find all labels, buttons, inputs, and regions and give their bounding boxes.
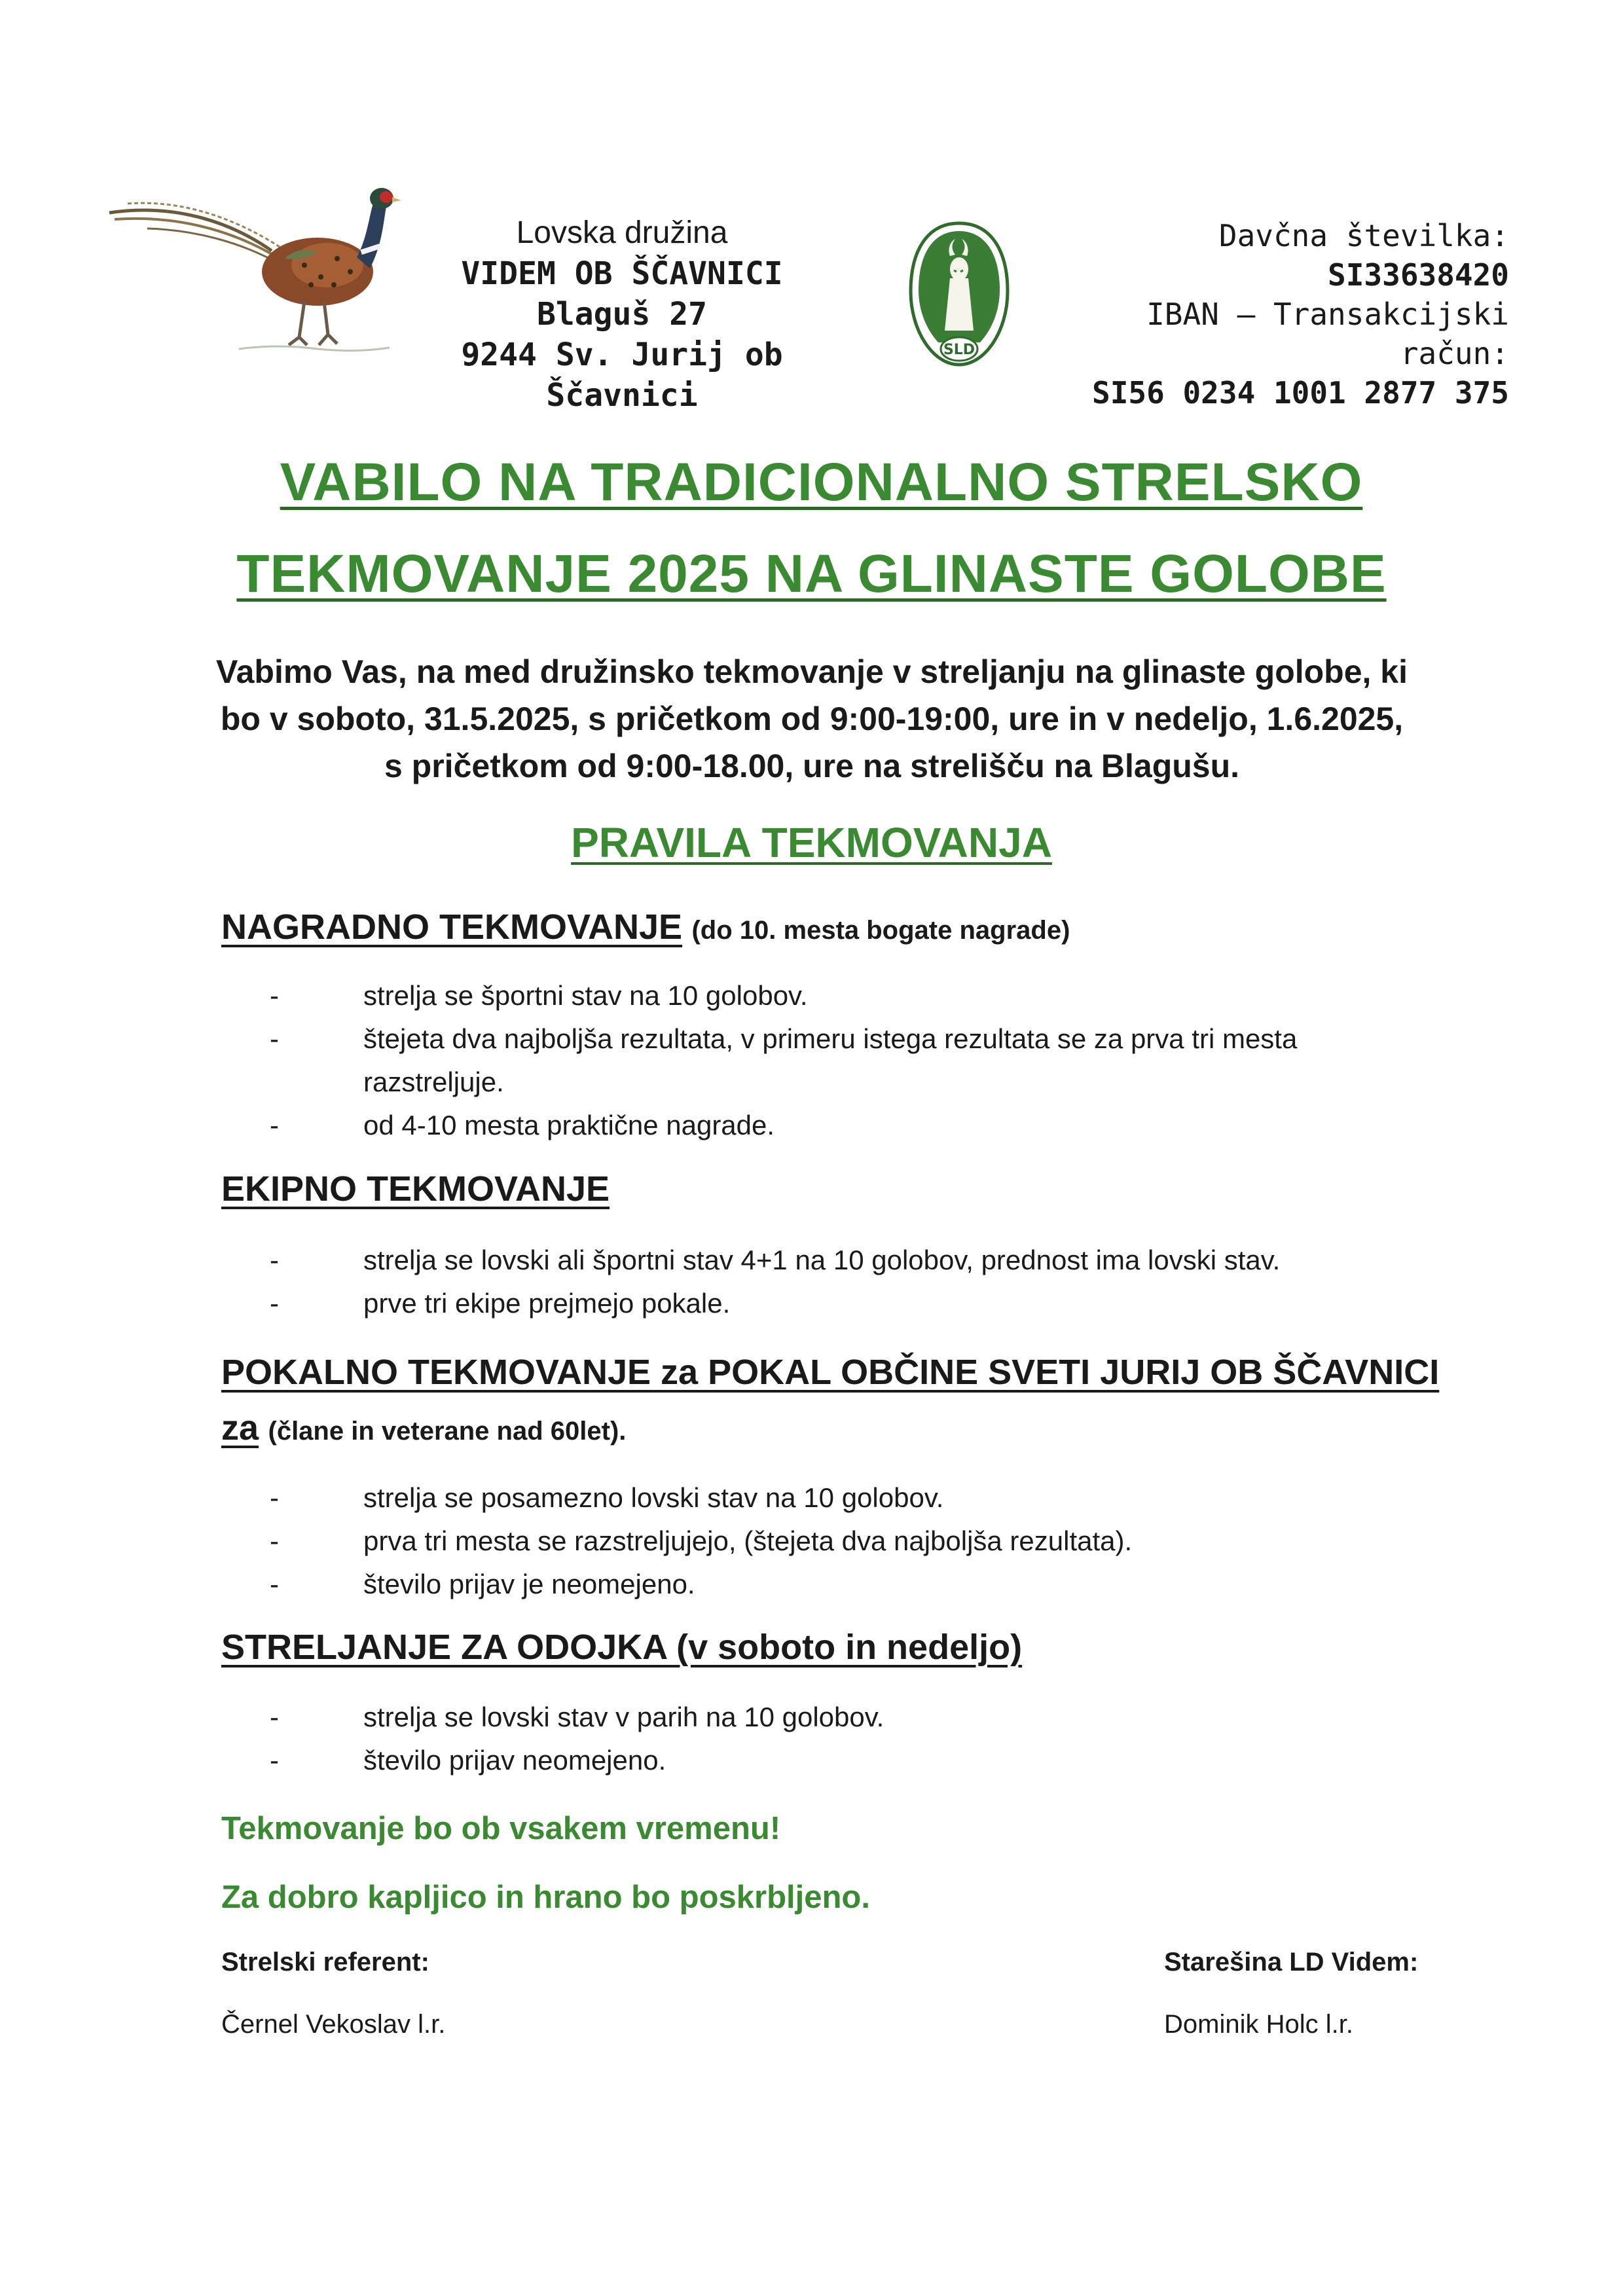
pheasant-illustration [108,173,403,363]
section-title: POKALNO TEKMOVANJE za POKAL OBČINE SVETI JURIJ OB ŠČAVNICI [221,1353,1440,1392]
tax-number: SI33638420 [1328,257,1509,293]
intro-line-1: Vabimo Vas, na med družinsko tekmovanje v streljanju na glinaste golobe, ki [216,653,1408,690]
org-type: Lovska družina [516,215,728,250]
iban-label: IBAN – Transakcijski račun: [1146,297,1509,371]
tax-label: Davčna številka: [1218,218,1509,253]
org-street: Blaguš 27 [536,296,708,333]
signature-right-label: Starešina LD Videm: [1164,1948,1419,1977]
list-item: - strelja se lovski stav v parih na 10 golobov. [270,1696,1448,1739]
section-title: EKIPNO TEKMOVANJE [221,1169,610,1209]
section-pokalno [221,1352,1439,1393]
signature-right-name: Dominik Holc l.r. [1164,2010,1353,2039]
list-item: - število prijav je neomejeno. [270,1563,1448,1606]
org-address [393,213,851,416]
intro-line-2: bo v soboto, 31.5.2025, s pričetkom od 9:00-19:00, ure in v nedeljo, 1.6.2025, [220,701,1404,737]
section-title: NAGRADNO TEKMOVANJE [221,907,683,947]
list-item: - strelja se lovski ali športni stav 4+1 na 10 golobov, prednost ima lovski stav. [270,1239,1448,1282]
org-name: VIDEM OB ŠČAVNICI [461,255,783,292]
section-nagradno [221,907,1465,947]
intro-text [144,648,1480,790]
section-title: STRELJANJE ZA ODOJKA (v soboto in nedeljo) [221,1628,1023,1667]
list-item: - od 4-10 mesta praktične nagrade. [270,1104,1383,1147]
logo-text: SLD [943,342,976,358]
list-item: - strelja se posamezno lovski stav na 10 golobov. [270,1476,1448,1520]
title-line-2: TEKMOVANJE 2025 NA GLINASTE GOLOBE [236,544,1387,604]
list-item: - prva tri mesta se razstreljujejo, (štejeta dva najboljša rezultata). [270,1520,1448,1563]
intro-line-3: s pričetkom od 9:00-18.00, ure na strelišču na Blagušu. [384,748,1240,784]
list-item: - prve tri ekipe prejmejo pokale. [270,1282,1448,1325]
section-note: (do 10. mesta bogate nagrade) [691,916,1070,945]
list-item: - strelja se športni stav na 10 golobov. [270,974,1383,1017]
tax-info [1028,216,1509,412]
signature-left-name: Černel Vekoslav l.r. [221,2010,446,2039]
food-note: Za dobro kapljico in hrano bo poskrbljeno. [221,1880,870,1915]
section-sub-za: za [221,1408,259,1448]
list-item: - število prijav neomejeno. [270,1739,1448,1782]
list-nagradno [270,974,1383,1147]
iban-number: SI56 0234 1001 2877 375 [1092,375,1509,410]
title-line-1: VABILO NA TRADICIONALNO STRELSKO [280,452,1363,512]
list-pokalno [270,1476,1448,1606]
list-item: - štejeta dva najboljša rezultata, v primeru istega rezultata se za prva tri mesta razstreljuje. [270,1017,1383,1104]
signature-left-label: Strelski referent: [221,1948,429,1977]
org-city: 9244 Sv. Jurij ob Ščavnici [461,337,783,414]
section-pokalno-sub [221,1408,626,1448]
list-ekipno [270,1239,1448,1325]
section-note: (člane in veterane nad 60let). [268,1417,627,1446]
section-odojek [221,1627,1022,1667]
weather-note: Tekmovanje bo ob vsakem vremenu! [221,1811,781,1846]
list-odojek [270,1696,1448,1782]
section-ekipno [221,1169,610,1209]
sld-logo-icon [907,219,1012,370]
rules-heading: PRAVILA TEKMOVANJA [571,819,1052,866]
